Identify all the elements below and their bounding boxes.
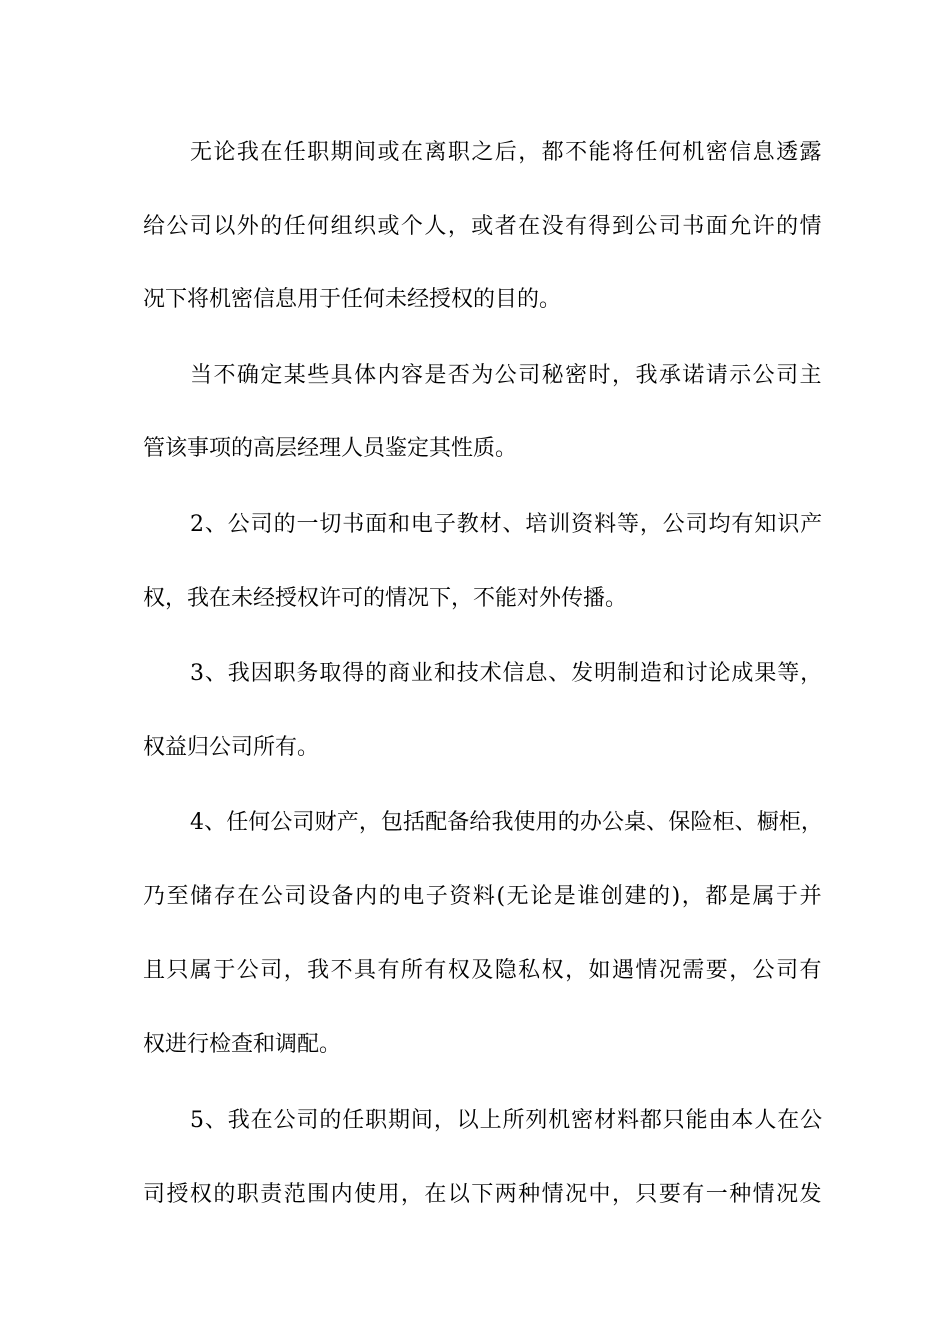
text-line: 2、公司的一切书面和电子教材、培训资料等，公司均有知识产 — [190, 512, 823, 537]
text-line: 无论我在任职期间或在离职之后，都不能将任何机密信息透露 — [190, 140, 824, 165]
text-line: 乃至储存在公司设备内的电子资料(无论是谁创建的)，都是属于并 — [143, 884, 824, 909]
text-line: 且只属于公司，我不具有所有权及隐私权，如遇情况需要，公司有 — [143, 958, 824, 983]
text-line: 权益归公司所有。 — [143, 735, 320, 760]
text-line: 5、我在公司的任职期间，以上所列机密材料都只能由本人在公 — [190, 1108, 823, 1133]
text-line: 权进行检查和调配。 — [143, 1032, 342, 1057]
text-line: 况下将机密信息用于任何未经授权的目的。 — [143, 287, 562, 312]
text-line: 当不确定某些具体内容是否为公司秘密时，我承诺请示公司主 — [190, 363, 824, 388]
text-line: 权，我在未经授权许可的情况下，不能对外传播。 — [143, 586, 628, 611]
text-line: 管该事项的高层经理人员鉴定其性质。 — [143, 436, 518, 461]
text-line: 司授权的职责范围内使用，在以下两种情况中，只要有一种情况发 — [143, 1182, 824, 1207]
text-line: 3、我因职务取得的商业和技术信息、发明制造和讨论成果等， — [190, 661, 823, 686]
text-line: 4、任何公司财产，包括配备给我使用的办公桌、保险柜、橱柜， — [190, 810, 823, 835]
text-line: 给公司以外的任何组织或个人，或者在没有得到公司书面允许的情 — [143, 214, 824, 239]
